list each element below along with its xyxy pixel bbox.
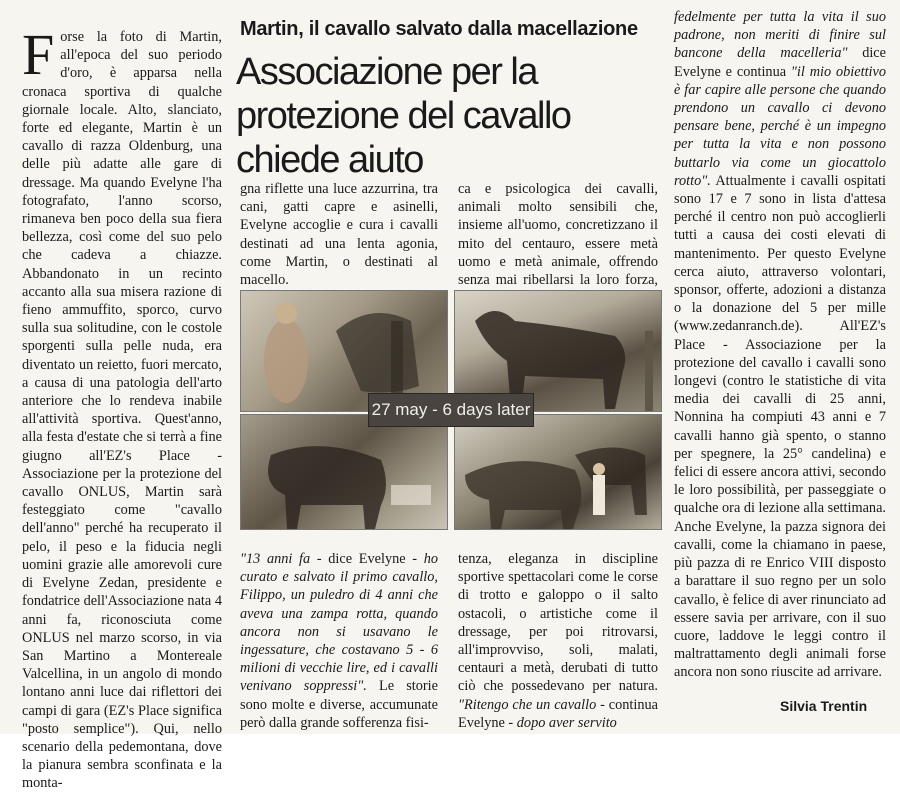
photo-horse-grazing [240, 414, 448, 530]
column-3-bottom [458, 550, 658, 732]
column-4 [674, 8, 886, 682]
article-headline: Associazione per la protezione del cavallo chiede aiuto [236, 51, 571, 181]
photo-horses-and-child [454, 414, 662, 530]
quote-start: "13 anni fa [240, 551, 311, 567]
column-3-top [458, 180, 658, 307]
drop-cap: F [22, 22, 55, 87]
author-byline: Silvia Trentin [780, 698, 868, 714]
column-3-top-text: ca e psicologica dei cavalli, animali molto sensibili che, insieme all'uomo, concretizzano il mito del centauro, essere metà uomo e metà animale, offrendo senza mai ribellarsi la loro forza, [458, 181, 658, 289]
quote-2-body: dopo aver servito [516, 714, 617, 731]
quote-3-body: "il mio obiettivo è far capire alle persone che quando prendono un cavallo ci devono pensare bene, perché è un impegno per tutta la vita e non possono buttarlo via come un giocattolo rotto". [674, 63, 887, 189]
column-1-text: orse la foto di Martin, all'epoca del suo periodo d'oro, è apparsa nella cronaca sportiva di qualche giornale locale. Alto, slanciato, forte ed elegante, Martin è un cavallo di razza Oldenburg, una delle più adatte alle gare di dressage. Ma quando Evelyne l'ha fotografato, l'anno scorso, rimaneva ben poco della sua fiera bellezza, così come del suo pelo che cadeva a chiazze. Abbandonato in un recinto accanto alla sua misera razione di fieno ammuffito, sporco, curvo sulla sua solitudine, con le costole sporgenti sulla pelle nuda, era diventato un reietto, fuori mercato, a causa di una patologia dell'arto anteriore che lo rendeva inabile all'attività sportiva. Quest'anno, alla festa d'estate che si terrà a fine giugno all'EZ's Place - Associazione per la protezione del cavallo ONLUS, Martin sarà festeggiato come "cavallo dell'anno" perché ha recuperato il pelo, il peso e la fiducia negli uomini grazie alle amorevoli cure di Evelyne Zedan, presidente e fondatrice dell'Associazione nata 4 anni fa, riconosciuta come ONLUS nel marzo scorso, in via San Martino a Montereale Valcellina, in un angolo di mondo lontano anni luce dai riflettori dei campi di gara (EZ's Place significa "posto semplice"). Qui, nello scenario della pedemontana, dove la pianura sembra sconfinata e la monta- [22, 29, 222, 792]
photo-caption: 27 may - 6 days later [368, 393, 534, 427]
column-2-bottom-text: Le storie sono molte e diverse, accumunate però dalla grande sofferenza fisi- [240, 678, 438, 731]
column-2-top [240, 180, 438, 289]
quote-3-attribution: dice Evelyne e continua [674, 45, 887, 80]
quote-attribution: - dice Evelyne - [310, 551, 424, 567]
column-1 [22, 22, 222, 793]
quote-2-attribution: - continua Evelyne - [458, 696, 658, 731]
column-2-bottom [240, 550, 438, 732]
photo-collage [240, 290, 660, 530]
article-kicker: Martin, il cavallo salvato dalla macellazione [240, 18, 638, 40]
quote-body: ho curato e salvato il primo cavallo, Filippo, un puledro di 4 anni che aveva una zampa rotta, quando ancora non si usavano le ingessature, che costavano 5 - 6 milioni di vecchie lire, ed i cavalli venivano soppressi". [240, 551, 438, 695]
column-2-top-text: gna riflette una luce azzurrina, tra cani, gatti capre e asinelli, Evelyne accoglie e cura i cavalli destinati ad una lenta agonia, come Martin, o destinati al macello. [240, 181, 438, 289]
column-3-bottom-text: tenza, eleganza in discipline sportive spettacolari come le corse di trotto e galoppo o il salto ostacoli, o artistiche come il dressage, per poi ritrovarsi, all'improvviso, soli, malati, centauri a metà, derubati di tutto ciò che possedevano per natura. [458, 551, 658, 695]
quote-2-continued: fedelmente per tutta la vita il suo padrone, non meriti di finire sul bancone della macelleria" [674, 9, 886, 62]
column-4-text: Attualmente i cavalli ospitati sono 17 e 7 sono in lista d'attesa perché il centro non può accoglierli tutti a causa dei costi elevati di mantenimento. Per questo Evelyne cerca aiuto, attraverso volontari, sponsor, offerte, adozioni a distanza o la donazione del 5 per mille (www.zedanranch.de). All'EZ's Place - Associazione per la protezione del cavallo i cavalli sono longevi (contro le statistiche di vita media dei cavalli di 25 anni, Nonnina ha compiuti 43 anni e 7 cavalli hanno già spento, o stanno per spegnere, la 25° candelina) e felici di essere ancora attivi, secondo le loro possibilità, per passeggiate o qualche ora di lezione alla settimana. Anche Evelyne, la pazza signora dei cavalli, come la chiamano in paese, più pazza di re Enrico VIII disposto a barattare il suo regno per un solo cavallo, è felice di aver rinunciato ad essere savia per arrivare, con il suo cuore, laddove le leggi contro il maltrattamento degli animali forse ancora non sono riuscite ad arrivare. [674, 172, 886, 681]
quote-2-start: "Ritengo che un cavallo [458, 696, 597, 713]
